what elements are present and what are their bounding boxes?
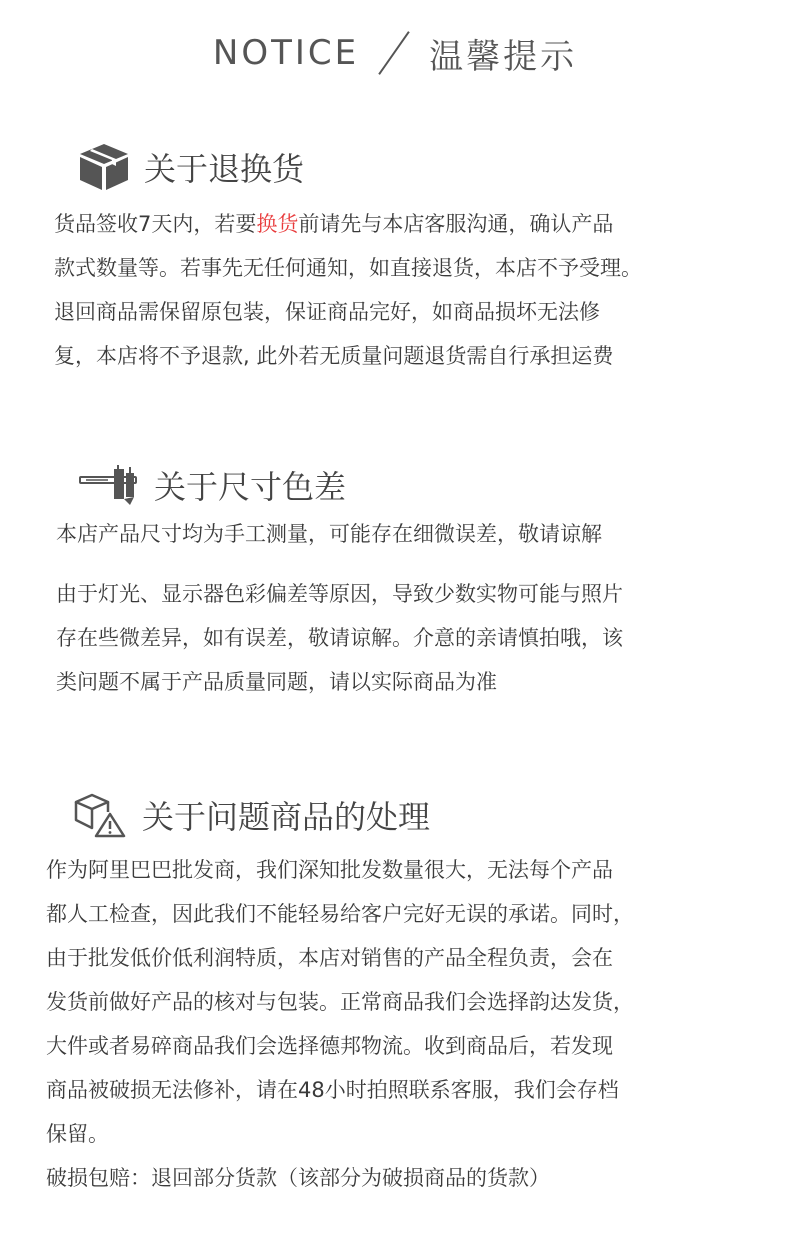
paragraph-line: 商品被破损无法修补，请在48小时拍照联系客服，我们会存档: [46, 1078, 619, 1102]
caliper-icon: [78, 465, 140, 505]
paragraph-line: 由于灯光、显示器色彩偏差等原因，导致少数实物可能与照片: [56, 582, 623, 606]
section-returns-body: [54, 202, 642, 378]
compensation-line: 破损包赔：退回部分货款（该部分为破损商品的货款）: [46, 1166, 550, 1190]
header-divider: [378, 31, 409, 75]
paragraph-line: 货品签收7天内，若要换货前请先与本店客服沟通，确认产品: [54, 212, 614, 236]
damaged-box-warning-icon: [72, 792, 128, 838]
section-title-text: 关于问题商品的处理: [142, 798, 431, 836]
highlight-exchange: 换货: [256, 212, 299, 236]
notice-header: [0, 28, 790, 78]
paragraph-line: 复，本店将不予退款, 此外若无质量问题退货需自行承担运费: [54, 344, 614, 368]
paragraph-line: 退回商品需保留原包装，保证商品完好，如商品损坏无法修: [54, 300, 600, 324]
section-size-body-2: [56, 572, 623, 704]
header-notice-label: NOTICE: [212, 33, 360, 73]
paragraph-line: 保留。: [46, 1122, 109, 1146]
header-title: 温馨提示: [429, 36, 578, 77]
paragraph-line: 存在些微差异，如有误差，敬请谅解。介意的亲请慎拍哦，该: [56, 626, 623, 650]
paragraph-line: 发货前做好产品的核对与包装。正常商品我们会选择韵达发货，: [46, 990, 634, 1014]
section-size-title: [78, 462, 346, 508]
paragraph-line: 本店产品尺寸均为手工测量，可能存在细微误差，敬请谅解: [56, 522, 602, 546]
paragraph-line: 都人工检查，因此我们不能轻易给客户完好无误的承诺。同时，: [46, 902, 634, 926]
paragraph-line: 款式数量等。若事先无任何通知，如直接退货，本店不予受理。: [54, 256, 642, 280]
paragraph-line: 由于批发低价低利润特质，本店对销售的产品全程负责，会在: [46, 946, 613, 970]
section-title-text: 关于尺寸色差: [154, 468, 347, 506]
paragraph-line: 大件或者易碎商品我们会选择德邦物流。收到商品后，若发现: [46, 1034, 613, 1058]
section-issue-title: [72, 792, 430, 838]
section-returns-title: [78, 142, 304, 192]
section-size-body-1: [56, 514, 602, 554]
box-icon: [78, 142, 130, 192]
paragraph-line: 作为阿里巴巴批发商，我们深知批发数量很大，无法每个产品: [46, 858, 613, 882]
section-issue-body: [46, 848, 634, 1200]
section-title-text: 关于退换货: [144, 150, 305, 188]
paragraph-line: 类问题不属于产品质量同题，请以实际商品为准: [56, 670, 497, 694]
